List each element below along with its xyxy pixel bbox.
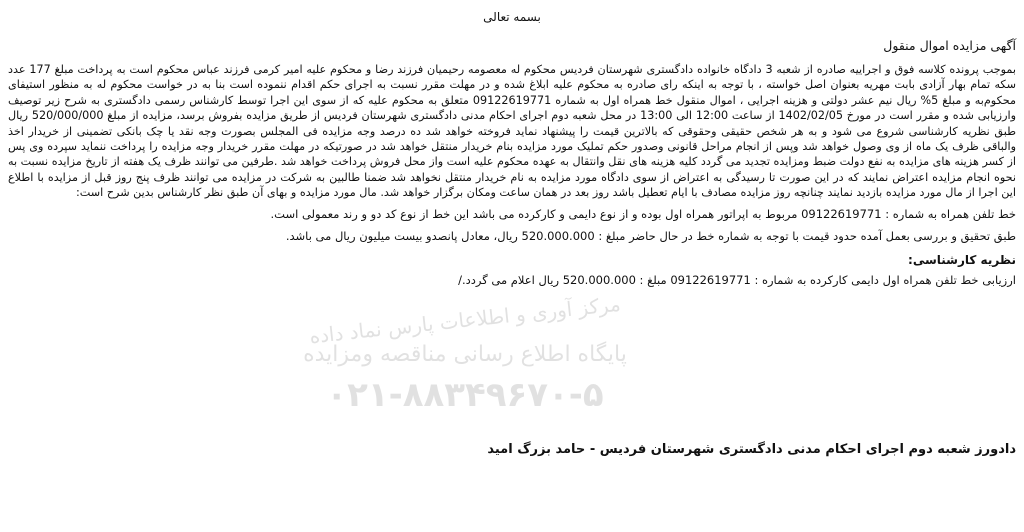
expert-opinion-text: ارزیابی خط تلفن همراه اول دایمی کارکرده به شماره : 09122619771 مبلغ : 520.000.000 ریال اعلام می گردد./ [458,272,1016,287]
notice-body-paragraph: بموجب پرونده کلاسه فوق و اجراییه صادره از شعبه 3 دادگاه خانواده دادگستری شهرستان فردیس محکوم له معصومه رحیمیان فرزند رضا و محکوم علیه امیر کرمی فرزند عباس محکوم است به پرداخت مبلغ 177 عدد سکه تمام بهار آزادی بابت مهریه بعنوان اصل خواسته ، با توجه به اینکه رای صادره به محکوم علیه ابلاغ شده و در مهلت مقرر نسبت به اجرای حکم اقدام ننموده است بنا به در خواست محکوم له به منظور استیفای محکوم‌به و مبلغ 5% ریال نیم عشر دولتی و هزینه اجرایی ، اموال منقول خط همراه اول به شماره 09122619771 متعلق به محکوم علیه که از سوی این اجرا توسط کارشناس رسمی دادگستری به شرح زیر توصیف وارزیابی شده و مقرر است در مورخ 1402/02/05 از ساعت 12:00 الی 13:00 در محل شعبه دوم اجرای احکام مدنی دادگستری شهرستان فردیس از طریق مزایده بفروش برسد، مزایده از مبلغ 520/000/000 ریال طبق نظریه کارشناسی شروع می شود و به هر شخص حقیقی وحقوقی که بالاترین قیمت را پیشنهاد نماید فروخته خواهد شد ده درصد وجه مزایده فی المجلس بصورت وجه نقد یا چک بانکی تضمینی از خریدار اخذ والباقی ظرف یک ماه از وی وصول خواهد شد وپس از انجام مراحل قانونی وصدور حکم تملیک مورد مزایده بنام خریدار منتقل خواهد شد در صورتیکه در مهلت مقرر خریدار وجه مزایده را پرداخت ننماید سپرده وی پس از کسر هزینه های مزایده به نفع دولت ضبط ومزایده تجدید می گردد کلیه هزینه های نقل وانتقال به عهده محکوم علیه است واز محل فروش پرداخت خواهد شد .طرفین می توانند ظرف یک هفته از تاریخ مزایده نسبت به نحوه انجام مزایده اعتراض نمایند که در این صورت تا رسیدگی به اعتراض از سوی دادگاه مورد مزایده به نام خریدار منتقل نخواهد شد ضمنا طالبین به شرکت در مزایده می توانند ظرف پنج روز قبل از مزایده با اطلاع این اجرا از مال مورد مزایده بازدید نمایند چنانچه روز مزایده مصادف با ایام تعطیل باشد روز بعد در همان ساعت ومکان برگزار خواهد شد. مال مورد مزایده و بهای آن طبق نظر کارشناس بدین شرح است: [8,63,1016,200]
price-research-line: طبق تحقیق و بررسی بعمل آمده حدود قیمت با توجه به شماره خط در حال حاضر مبلغ : 520.000.000 ریال، معادل پانصدو بیست میلیون ریال می باشد. [285,228,1016,243]
bismillah-header: بسمه تعالی [483,10,541,24]
expert-opinion-heading: نظریه کارشناسی: [908,252,1016,267]
watermark-portal-name: پایگاه اطلاع رسانی مناقصه ومزایده [303,342,627,367]
phone-line-description: خط تلفن همراه به شماره : 09122619771 مربوط به اپراتور همراه اول بوده و از نوع دایمی و کارکرده می باشد این خط از نوع کد دو و رند معمولی است. [270,206,1016,221]
signature-footer: دادورز شعبه دوم اجرای احکام مدنی دادگستری شهرستان فردیس - حامد بزرگ امید [487,442,1016,457]
watermark-org-name: مرکز آوری و اطلاعات پارس نماد داده [308,291,622,349]
notice-title: آگهی مزایده اموال منقول [883,38,1016,53]
watermark-phone: ۰۲۱-۸۸۳۴۹۶۷۰-۵ [326,375,604,415]
